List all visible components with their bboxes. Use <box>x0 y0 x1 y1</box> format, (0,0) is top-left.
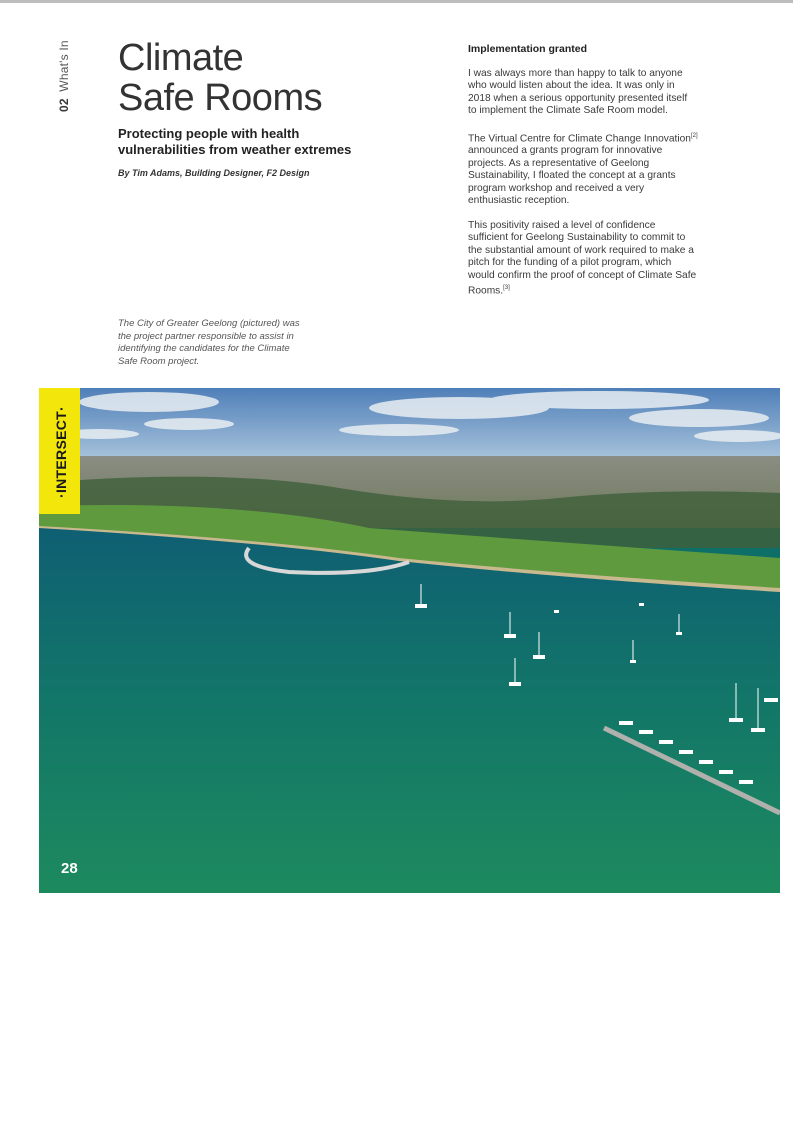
paragraph-1: I was always more than happy to talk to anyone who would listen about the idea. It was only in 2018 when a serious opportunity presented itself to implement the Climate Safe Room model. <box>468 67 688 116</box>
footnote-ref-2[interactable]: [2] <box>690 132 698 139</box>
paragraph-2 <box>468 130 698 208</box>
section-name: What's In <box>57 40 71 92</box>
byline: By Tim Adams, Building Designer, F2 Design <box>118 168 310 178</box>
top-rule <box>0 0 793 3</box>
paragraph-3-text: This positivity raised a level of confidence sufficient for Geelong Sustainability to commit to the substantial amount of work required to make a pitch for the funding of a pilot program, which would confirm the proof of concept of Climate Safe Rooms. <box>468 219 697 297</box>
aerial-photo-geelong-bay <box>39 388 780 893</box>
brand-name: ·INTERSECT· <box>53 406 69 498</box>
paragraph-2-end: announced a grants program for innovative projects. As a representative of Geelong Sustainability, I floated the concept at a grants program workshop and received a very enthusiastic reception. <box>468 145 676 207</box>
page-number: 28 <box>61 860 78 877</box>
paragraph-3 <box>468 220 698 298</box>
photo-illustration <box>39 388 780 893</box>
article-title <box>118 38 322 118</box>
article-body-column <box>468 43 698 310</box>
section-heading: Implementation granted <box>468 43 588 55</box>
paragraph-2-start: The Virtual Centre for Climate Change Innovation <box>468 132 691 144</box>
section-label <box>57 40 71 112</box>
title-line-2: Safe Rooms <box>118 77 323 119</box>
section-number: 02 <box>57 98 71 112</box>
photo-caption: The City of Greater Geelong (pictured) was the project partner responsible to assist in identifying the candidates for the Climate Safe Room project. <box>118 318 300 367</box>
footnote-ref-3[interactable]: [3] <box>503 285 510 292</box>
title-line-1: Climate <box>118 37 244 79</box>
article-subtitle: Protecting people with health vulnerabilities from weather extremes <box>118 126 352 157</box>
